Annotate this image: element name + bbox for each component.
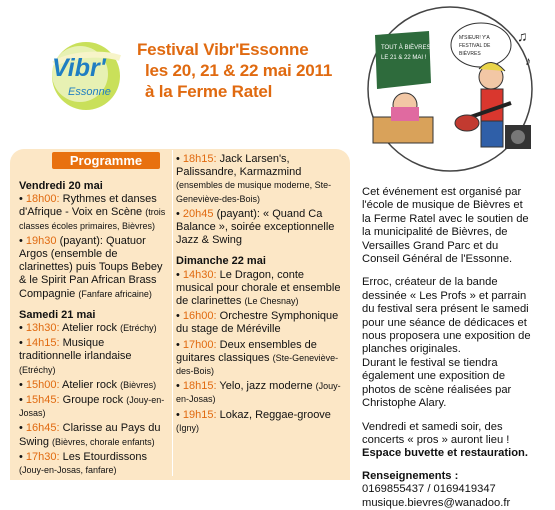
- svg-text:LE 21 & 22 MAI !: LE 21 & 22 MAI !: [381, 55, 427, 61]
- list-item: • 14h30: Le Dragon, conte musical pour chorale et ensemble de clarinettes (Le Chesnay): [176, 268, 341, 308]
- program-left-column: [19, 180, 169, 479]
- list-item: • 18h00: Rythmes et danses d'Afrique - Voix en Scène (trois classes écoles primaires, Bièvres): [19, 193, 166, 231]
- list-item: • 17h00: Deux ensembles de guitares classiques (Ste-Geneviève-des-Bois): [176, 338, 339, 377]
- info-concerts: Vendredi et samedi soir, des concerts « pros » auront lieu !: [362, 420, 510, 446]
- festival-venue: à la Ferme Ratel: [145, 82, 273, 101]
- contact-label: Renseignements :: [362, 469, 459, 482]
- list-item: • 15h45: Groupe rock (Jouy-en-Josas): [19, 394, 165, 419]
- info-exhibition: Durant le festival se tiendra également une exposition de photos de scène réalisées par Christophe Alary.: [362, 356, 512, 410]
- svg-text:Essonne: Essonne: [68, 86, 111, 98]
- list-item: • 17h30: Les Etourdissons (Jouy-en-Josas, fanfare): [19, 450, 148, 476]
- svg-text:♫: ♫: [517, 28, 528, 44]
- info-organizers: Cet événement est organisé par l'école de musique de Bièvres et la Ferme Ratel avec le soutien de la municipalité de Bièvres, de Versailles Grand Parc et du Conseil Général de l'Essonne.: [362, 186, 529, 266]
- program-title: Programme: [52, 152, 160, 169]
- list-item: • 16h45: Clarisse au Pays du Swing (Bièvres, chorale enfants): [19, 422, 161, 448]
- list-item: • 19h30 (payant): Quatuor Argos (ensemble de clarinettes) puis Toups Bebey & le Spirit Pan African Brass Compagnie (Fanfare africaine): [19, 234, 163, 300]
- list-item: • 14h15: Musique traditionnelle irlandaise (Etréchy): [19, 337, 132, 375]
- program-right-column: [176, 153, 344, 437]
- list-item: • 18h15: Jack Larsen's, Palissandre, Karmazmind (ensembles de musique moderne, Ste-Geneviève-des-Bois): [176, 153, 332, 204]
- contact-phone: 0169855437 / 0169419347: [362, 483, 496, 496]
- info-buvette: Espace buvette et restauration.: [362, 447, 529, 460]
- day-heading-saturday: Samedi 21 mai: [19, 308, 96, 321]
- svg-text:♪: ♪: [525, 54, 531, 68]
- list-item: • 13h30: Atelier rock (Etréchy): [19, 322, 157, 335]
- festival-header: [137, 39, 372, 102]
- festival-dates: les 20, 21 & 22 mai 2011: [145, 61, 333, 80]
- list-item: • 16h00: Orchestre Symphonique du stage de Méréville: [176, 310, 339, 336]
- svg-text:M'SIEUR! Y'A: M'SIEUR! Y'A: [459, 35, 490, 41]
- day-heading-friday: Vendredi 20 mai: [19, 180, 103, 192]
- festival-info: [362, 186, 532, 510]
- festival-title: Festival Vibr'Essonne: [137, 40, 309, 59]
- column-divider: [172, 150, 173, 476]
- list-item: • 18h15: Yelo, jazz moderne (Jouy-en-Josas): [176, 380, 341, 405]
- list-item: • 19h15: Lokaz, Reggae-groove (Igny): [176, 408, 331, 433]
- contact-email[interactable]: musique.bievres@wanadoo.fr: [362, 496, 511, 509]
- cartoon-illustration: [355, 5, 545, 173]
- vibr-essonne-logo: [40, 36, 132, 116]
- svg-text:BIÈVRES: BIÈVRES: [459, 51, 481, 57]
- list-item: • 15h00: Atelier rock (Bièvres): [19, 378, 157, 391]
- info-erroc: Erroc, créateur de la bande dessinée « Les Profs » et parrain du festival sera présent le samedi pour une séance de dédicaces et nous proposera une exposition de planches originales.: [362, 276, 531, 356]
- svg-text:FESTIVAL DE: FESTIVAL DE: [459, 43, 491, 49]
- list-item: • 20h45 (payant): « Quand Ca Balance », soirée exceptionnelle Jazz & Swing: [176, 207, 335, 247]
- day-heading-sunday: Dimanche 22 mai: [176, 255, 266, 268]
- svg-text:Vibr': Vibr': [52, 54, 106, 82]
- svg-text:TOUT À BIÈVRES: TOUT À BIÈVRES: [381, 45, 431, 51]
